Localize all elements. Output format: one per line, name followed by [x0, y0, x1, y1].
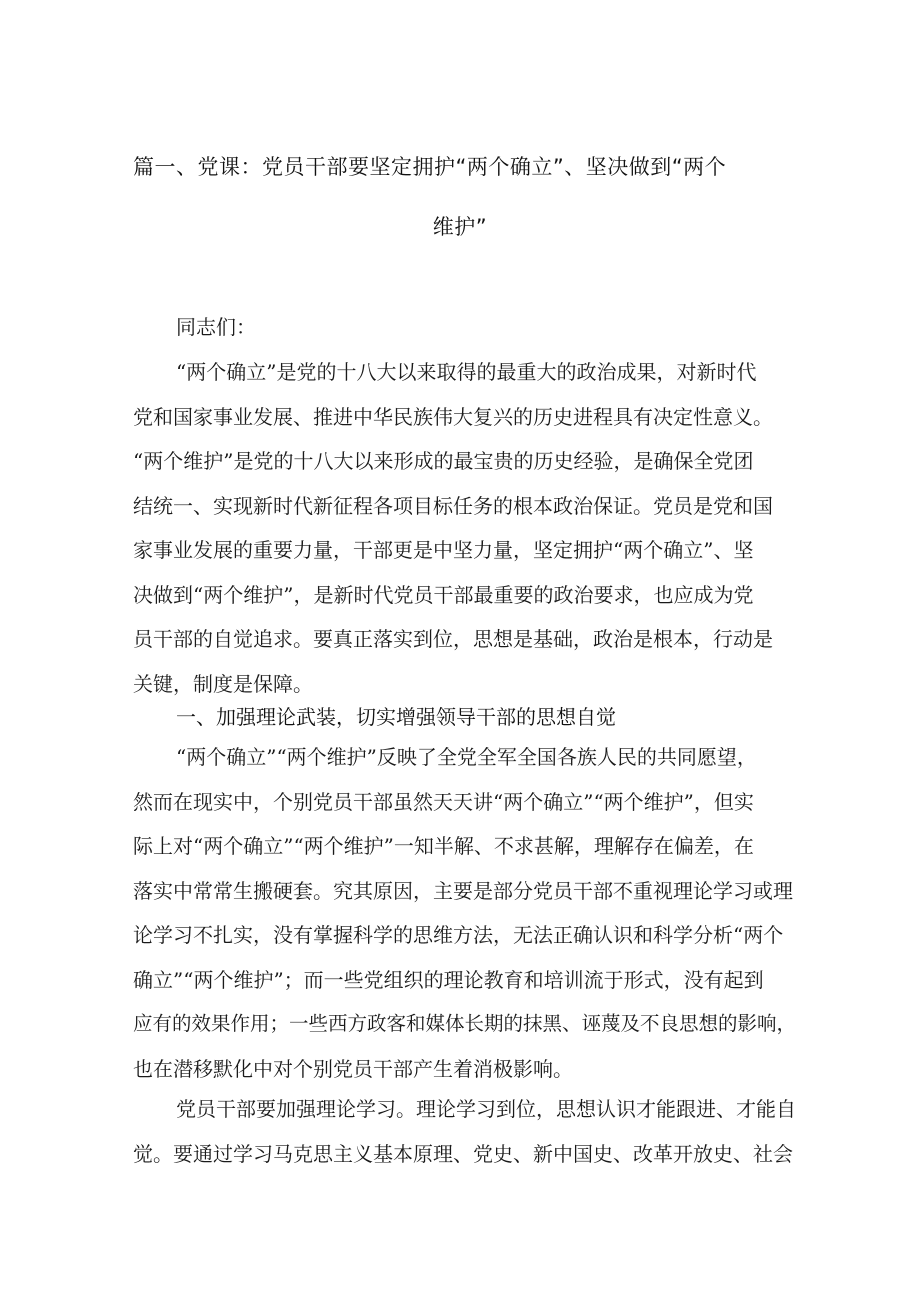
document-title-line-1: 篇一、党课：党员干部要坚定拥护“两个确立”、坚决做到“两个 — [133, 155, 727, 179]
paragraph-2-line: “两个确立”“两个维护”反映了全党全军全国各族人民的共同愿望， — [176, 745, 757, 769]
paragraph-2-line: 落实中常常生搬硬套。究其原因，主要是部分党员干部不重视理论学习或理 — [133, 878, 793, 903]
paragraph-1-line: “两个确立”是党的十八大以来取得的最重大的政治成果，对新时代 — [176, 360, 757, 384]
document-title-line-2: 维护” — [432, 215, 488, 239]
paragraph-3-line: 党员干部要加强理论学习。理论学习到位，思想认识才能跟进、才能自 — [176, 1097, 796, 1121]
salutation: 同志们： — [176, 315, 256, 339]
paragraph-2-line: 应有的效果作用；一些西方政客和媒体长期的抹黑、诬蔑及不良思想的影响， — [133, 1012, 797, 1035]
paragraph-2-line: 也在潜移默化中对个别党员干部产生着消极影响。 — [133, 1056, 573, 1081]
paragraph-1-line: 决做到“两个维护”，是新时代党员干部最重要的政治要求，也应成为党 — [133, 582, 754, 607]
paragraph-1-line: 关键，制度是保障。 — [133, 671, 313, 696]
paragraph-1-line: 家事业发展的重要力量，干部更是中坚力量，坚定拥护“两个确立”、坚 — [133, 538, 754, 562]
paragraph-2-line: 然而在现实中，个别党员干部虽然天天讲“两个确立”“两个维护”，但实 — [133, 789, 754, 814]
paragraph-2-line: 确立”“两个维护”；而一些党组织的理论教育和培训流于形式，没有起到 — [133, 967, 764, 992]
paragraph-1-line: 结统一、实现新时代新征程各项目标任务的根本政治保证。党员是党和国 — [133, 493, 773, 518]
paragraph-1-line: 党和国家事业发展、推进中华民族伟大复兴的历史进程具有决定性意义。 — [133, 404, 773, 429]
section-heading-1: 一、加强理论武装，切实增强领导干部的思想自觉 — [176, 705, 616, 729]
paragraph-2-line: 论学习不扎实，没有掌握科学的思维方法，无法正确认识和科学分析“两个 — [133, 923, 784, 947]
paragraph-1-line: “两个维护”是党的十八大以来形成的最宝贵的历史经验，是确保全党团 — [133, 449, 754, 473]
paragraph-2 — [133, 735, 795, 1091]
paragraph-1-line: 员干部的自觉追求。要真正落实到位，思想是基础，政治是根本，行动是 — [133, 627, 773, 651]
paragraph-2-line: 际上对“两个确立”“两个维护”一知半解、不求甚解，理解存在偏差，在 — [133, 834, 754, 858]
paragraph-1 — [133, 350, 795, 706]
paragraph-3 — [133, 1087, 795, 1176]
paragraph-3-line: 觉。要通过学习马克思主义基本原理、党史、新中国史、改革开放史、社会 — [133, 1141, 793, 1166]
